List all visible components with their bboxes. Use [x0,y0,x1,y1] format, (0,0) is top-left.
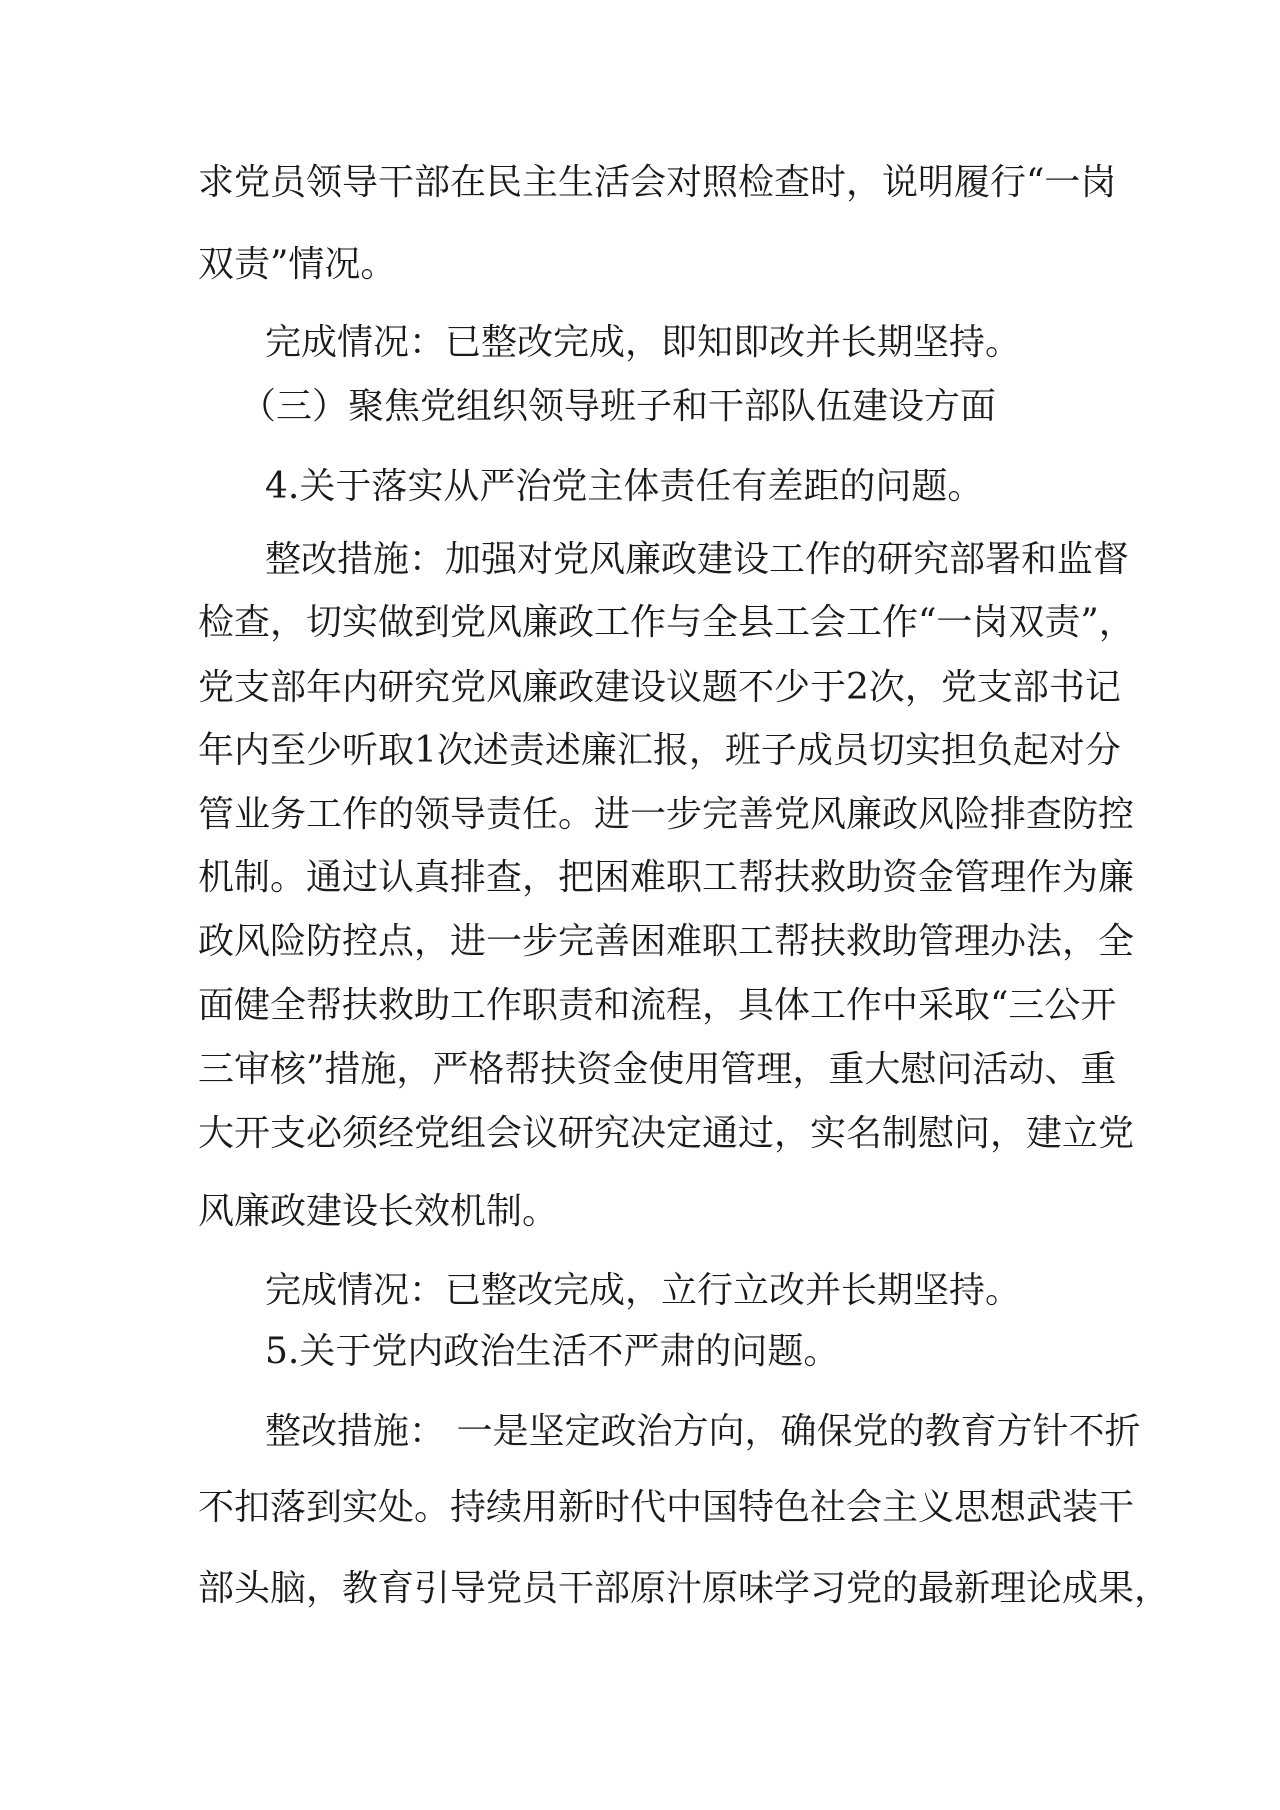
completion-status: 完成情况：已整改完成，立行立改并长期坚持。 [265,1270,1022,1311]
body-text-line: 部头脑，教育引导党员干部原汁原味学习党的最新理论成果， [198,1568,1171,1609]
body-text-line: 风廉政建设长效机制。 [198,1191,559,1232]
issue-heading: 5.关于党内政治生活不严肃的问题。 [265,1331,840,1372]
body-text-line: 管业务工作的领导责任。进一步完善党风廉政风险排查防控 [198,794,1135,835]
body-text-line: 整改措施：加强对党风廉政建设工作的研究部署和监督 [265,539,1130,580]
body-text-line: 年内至少听取1次述责述廉汇报，班子成员切实担负起对分 [198,730,1121,771]
body-text-line: 面健全帮扶救助工作职责和流程，具体工作中采取“三公开 [198,985,1117,1026]
body-text-line: 双责”情况。 [198,244,397,285]
issue-heading: 4.关于落实从严治党主体责任有差距的问题。 [265,466,984,507]
body-text-line: 机制。通过认真排查，把困难职工帮扶救助资金管理作为廉 [198,857,1135,898]
body-text-line: 整改措施： 一是坚定政治方向，确保党的教育方针不折 [265,1411,1141,1452]
section-heading: （三）聚焦党组织领导班子和干部队伍建设方面 [240,386,997,427]
body-text-line: 检查，切实做到党风廉政工作与全县工会工作“一岗双责”， [198,602,1135,643]
body-text-line: 求党员领导干部在民主生活会对照检查时，说明履行“一岗 [198,162,1117,203]
body-text-line: 党支部年内研究党风廉政建设议题不少于2次，党支部书记 [198,667,1121,708]
body-text-line: 不扣落到实处。持续用新时代中国特色社会主义思想武装干 [198,1487,1135,1528]
body-text-line: 三审核”措施，严格帮扶资金使用管理，重大慰问活动、重 [198,1049,1117,1090]
body-text-line: 大开支必须经党组会议研究决定通过，实名制慰问，建立党 [198,1113,1135,1154]
body-text-line: 政风险防控点，进一步完善困难职工帮扶救助管理办法，全 [198,921,1135,962]
completion-status: 完成情况：已整改完成，即知即改并长期坚持。 [265,322,1022,363]
